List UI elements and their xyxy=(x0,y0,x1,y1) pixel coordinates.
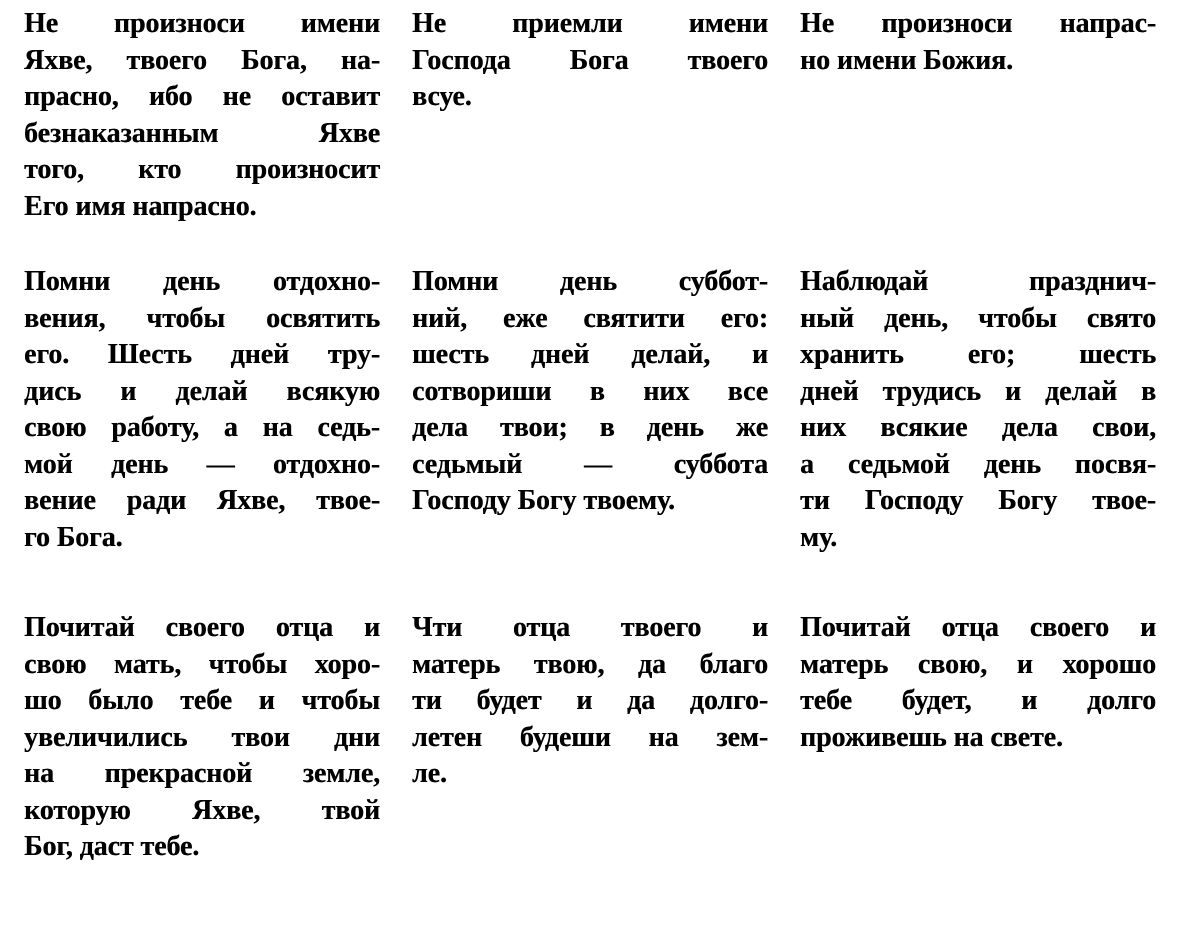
text-line: свою мать, чтобы хоро- xyxy=(24,648,380,680)
text-line: которую Яхве, твой xyxy=(24,794,380,826)
text-line: матерь твою, да благо xyxy=(412,648,768,680)
text-line: прасно, ибо не оставит xyxy=(24,81,380,112)
text-line: ный день, чтобы свято xyxy=(800,302,1156,334)
text-line: мой день — отдохно- xyxy=(24,448,380,480)
text-line: а седьмой день посвя- xyxy=(800,448,1156,480)
text-line: Почитай отца своего и xyxy=(800,612,1156,643)
text-line: всуе. xyxy=(412,81,472,112)
text-line: дела твои; в день же xyxy=(412,412,768,443)
text-line: них всякие дела свои, xyxy=(800,412,1156,443)
text-line: Не произноси имени xyxy=(24,8,380,39)
text-line: Бог, даст тебе. xyxy=(24,831,200,862)
row-3-column-1-text xyxy=(24,610,380,910)
text-line: матерь свою, и хорошо xyxy=(800,648,1156,680)
text-line: свою работу, а на седь- xyxy=(24,412,380,443)
row-2-column-1-text xyxy=(24,264,380,610)
text-line: вение ради Яхве, твое- xyxy=(24,485,380,516)
text-line: го Бога. xyxy=(24,521,123,553)
text-line: сотвориши в них все xyxy=(412,375,768,407)
text-line: дись и делай всякую xyxy=(24,375,380,407)
text-line: его. Шесть дней тру- xyxy=(24,339,380,370)
text-line: Яхве, твоего Бога, на- xyxy=(24,44,380,76)
text-line: ти будет и да долго- xyxy=(412,685,768,716)
row-2-column-2-text xyxy=(412,264,768,610)
commandment-row-3 xyxy=(24,610,1154,910)
text-line: седьмый — суббота xyxy=(412,448,768,480)
text-line: Господу Богу твоему. xyxy=(412,485,675,516)
text-line: ле. xyxy=(412,758,447,789)
text-line: летен будеши на зем- xyxy=(412,721,768,753)
row-2-column-3-text xyxy=(800,264,1156,610)
text-line: Господа Бога твоего xyxy=(412,44,768,76)
text-line: Наблюдай празднич- xyxy=(800,266,1156,297)
text-line: Помни день суббот- xyxy=(412,266,768,297)
text-line: ний, еже святити его: xyxy=(412,302,768,334)
text-line: дней трудись и делай в xyxy=(800,375,1156,407)
text-line: проживешь на свете. xyxy=(800,721,1063,753)
commandment-row-2 xyxy=(24,264,1154,610)
text-line: му. xyxy=(800,521,837,553)
text-line: шесть дней делай, и xyxy=(412,339,768,370)
text-line: тебе будет, и долго xyxy=(800,685,1156,716)
text-line: увеличились твои дни xyxy=(24,721,380,753)
text-line: Его имя напрасно. xyxy=(24,190,257,222)
document-page xyxy=(24,6,1154,910)
row-3-column-2-text xyxy=(412,610,768,910)
text-line: на прекрасной земле, xyxy=(24,758,380,789)
text-line: того, кто произносит xyxy=(24,154,380,185)
text-line: Не произноси напрас- xyxy=(800,8,1156,39)
row-1-column-2-text xyxy=(412,6,768,264)
text-line: Помни день отдохно- xyxy=(24,266,380,297)
row-3-column-3-text xyxy=(800,610,1156,910)
text-line: ти Господу Богу твое- xyxy=(800,485,1156,516)
row-1-column-1-text xyxy=(24,6,380,264)
text-line: хранить его; шесть xyxy=(800,339,1156,370)
text-line: вения, чтобы освятить xyxy=(24,302,380,334)
text-line: Чти отца твоего и xyxy=(412,612,768,643)
text-line: Почитай своего отца и xyxy=(24,612,380,643)
commandment-row-1 xyxy=(24,6,1154,264)
text-line: но имени Божия. xyxy=(800,44,1013,76)
text-line: шо было тебе и чтобы xyxy=(24,685,380,716)
text-line: безнаказанным Яхве xyxy=(24,117,380,149)
row-1-column-3-text xyxy=(800,6,1156,264)
text-line: Не приемли имени xyxy=(412,8,768,39)
